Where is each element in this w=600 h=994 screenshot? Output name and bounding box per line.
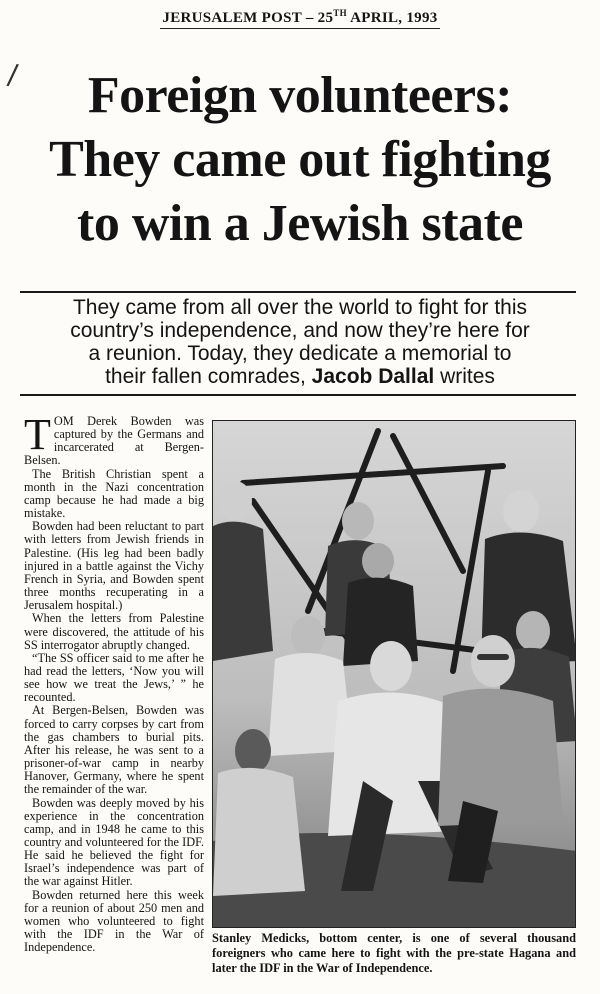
- photo-caption: Stanley Medicks, bottom center, is one of several thousand foreigners who came here to fight with the pre-state Hagana and later the IDF in the War of Independence.: [212, 931, 576, 975]
- masthead-date-prefix: – 25: [305, 10, 334, 26]
- article-paragraph-3: Bowden had been reluctant to part with letters from Jewish friends in Palestine. (His leg had been badly injured in a battle against the Vichy French in Syria, and Bowden spent three months recuperating in a Jerusalem hospital.): [24, 519, 204, 613]
- headline: [10, 64, 590, 256]
- deck-line-4: [14, 365, 586, 388]
- article-paragraph-7: Bowden was deeply moved by his experience in the concentration camp, and in 1948 he came to this country and volunteered for the IDF. He said he believed the fight for Israel’s independence was part of the war against Hitler.: [24, 795, 204, 889]
- article-paragraph-8: Bowden returned here this week for a reunion of about 250 men and women who volunteered to fight with the IDF in the War of Independence.: [24, 887, 204, 955]
- deck-line-4-pre: their fallen comrades,: [105, 365, 312, 388]
- article-paragraph-1: [24, 410, 204, 468]
- deck: [14, 296, 586, 388]
- article-paragraph-6: At Bergen-Belsen, Bowden was forced to carry corpses by cart from the gas chambers to burial pits. After his release, he was sent to a prisoner-of-war camp in nearby Hanover, Germany, where he spent the remainder of the war.: [24, 703, 204, 797]
- article-paragraph-5: “The SS officer said to me after he had read the letters, ‘Now you will see how we treat the Jews,’ ” he recounted.: [24, 650, 204, 705]
- article-paragraph-1-text: OM Derek Bowden was captured by the Germans and incarcerated at Bergen-Belsen.: [24, 414, 204, 468]
- deck-rule-bottom: [20, 394, 576, 396]
- deck-rule-top: [20, 291, 576, 293]
- masthead-date-sup: TH: [333, 8, 347, 18]
- masthead-paper: JERUSALEM POST: [162, 10, 302, 26]
- masthead-line: [160, 10, 439, 29]
- article-paragraph-2: The British Christian spent a month in the Nazi concentration camp because he had made a big mistake.: [24, 466, 204, 521]
- drop-cap: T: [24, 410, 51, 459]
- margin-pen-mark: /: [5, 57, 20, 92]
- article-body: [24, 410, 204, 955]
- deck-line-4-post: writes: [434, 365, 495, 388]
- volunteers-photo-illustration: [213, 421, 576, 928]
- deck-line-1: They came from all over the world to fight for this: [72, 296, 527, 319]
- article-paragraph-4: When the letters from Palestine were discovered, the attitude of his SS interrogator abruptly changed.: [24, 611, 204, 652]
- byline-author: Jacob Dallal: [311, 365, 435, 388]
- headline-line-3: to win a Jewish state: [77, 195, 523, 252]
- headline-line-2: They came out fighting: [49, 131, 551, 188]
- volunteers-photo: [212, 420, 576, 928]
- deck-line-2: country’s independence, and now they’re here for: [70, 319, 530, 342]
- masthead-date-suffix: APRIL, 1993: [346, 10, 438, 26]
- masthead: [0, 10, 600, 29]
- deck-line-3: a reunion. Today, they dedicate a memorial to: [88, 342, 512, 365]
- headline-line-1: Foreign volunteers:: [87, 67, 513, 124]
